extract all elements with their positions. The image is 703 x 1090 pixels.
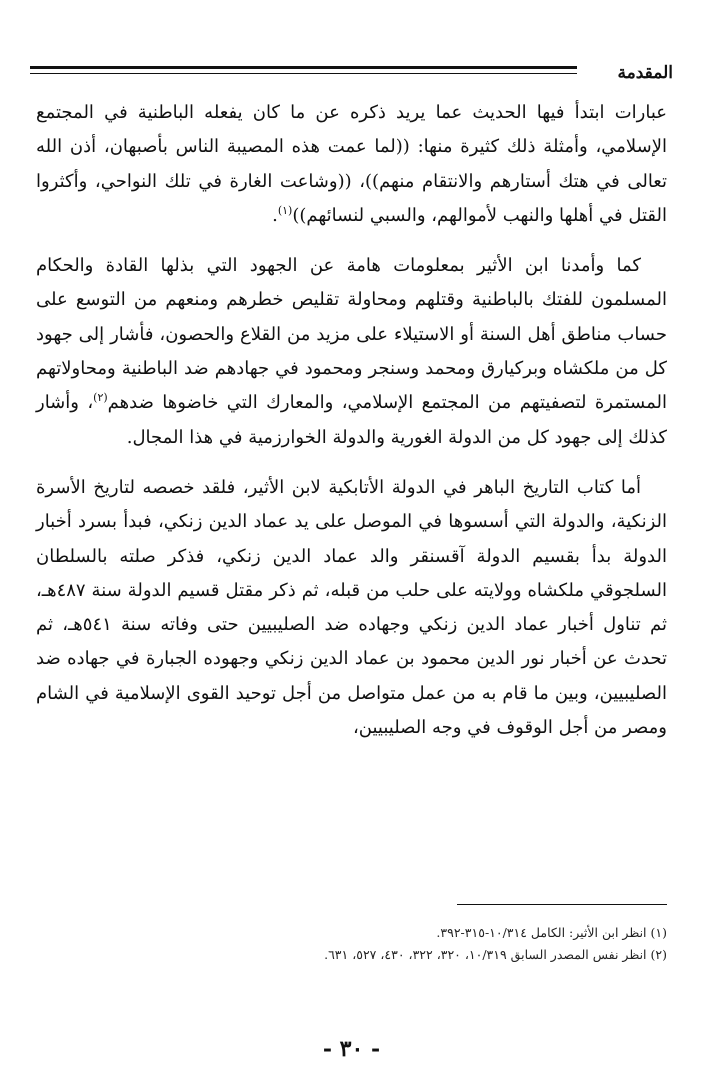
paragraph-text: كما وأمدنا ابن الأثير بمعلومات هامة عن الجهود التي بذلها القادة والحكام المسلمون للفتك بالباطنية وقتلهم ومحاولة تقليص خطرهم ومنعهم من التوسع على حساب مناطق أهل السنة أو الاستيلاء على مزيد من القلاع والحصون، فأشار إلى جهود كل من ملكشاه وبركيارق ومحمد وسنجر ومحمود في جهادهم ضد الباطنية ومحاولاتهم المستمرة لتصفيتهم من المجتمع الإسلامي، والمعارك التي خاضوها ضدهم <box>36 255 667 414</box>
header-rule <box>30 66 577 74</box>
footnote: (٢) انظر نفس المصدر السابق ١٠/٣١٩، ٣٢٠، ٣٢٢، ٤٣٠، ٥٢٧، ٦٣١. <box>324 947 667 962</box>
page-header <box>30 62 673 84</box>
paragraph-text: أما كتاب التاريخ الباهر في الدولة الأتابكية لابن الأثير، فلقد خصصه لتاريخ الأسرة الزنكية، والدولة التي أسسوها في الموصل على يد عماد الدين زنكي، فبدأ بسرد أخبار الدولة بدأ بقسيم الدولة آقسنقر والد عماد الدين زنكي، فذكر صلته بالسلطان السلجوقي ملكشاه وولايته على حلب من قبله، ثم ذكر مقتل قسيم الدولة سنة ٤٨٧هـ، ثم تناول أخبار عماد الدين زنكي وجهاده ضد الصليبيين حتى وفاته سنة ٥٤١هـ، ثم تحدث عن أخبار نور الدين محمود بن عماد الدين زنكي وجهوده الجبارة في جهاده ضد الصليبيين، وبين ما قام به من عمل متواصل من أجل توحيد القوى الإسلامية في الشام ومصر من أجل الوقوف في وجه الصليبيين، <box>36 476 667 739</box>
footnote: (١) انظر ابن الأثير: الكامل ١٠/٣١٤-٣١٥-٣٩٢. <box>436 925 667 940</box>
paragraph <box>36 471 667 745</box>
footnote-divider <box>457 904 667 905</box>
footnote-ref: (٢) <box>93 391 108 405</box>
paragraph <box>36 249 667 455</box>
paragraph-text-tail: ، وأشار كذلك إلى جهود كل من الدولة الغورية والدولة الخوارزمية في هذا المجال. <box>36 392 667 448</box>
paragraph <box>36 96 667 233</box>
footnotes <box>36 922 667 966</box>
page-number: - ٣٠ - <box>322 1036 381 1062</box>
paragraph-text: عبارات ابتدأ فيها الحديث عما يريد ذكره عن ما كان يفعله الباطنية في المجتمع الإسلامي، وأمثلة ذلك كثيرة منها: ((لما عمت هذه المصيبة الناس بأصبهان، أذن الله تعالى في هتك أستارهم والانتقام منهم))، ((وشاعت الغارة في تلك النواحي، وأكثروا القتل في أهلها والنهب لأموالهم، والسبي لنسائهم)) <box>36 102 667 226</box>
paragraph-text-tail: . <box>272 204 278 226</box>
chapter-title: المقدمة <box>617 63 673 83</box>
footnote-ref: (١) <box>277 203 293 217</box>
main-text <box>36 96 667 761</box>
